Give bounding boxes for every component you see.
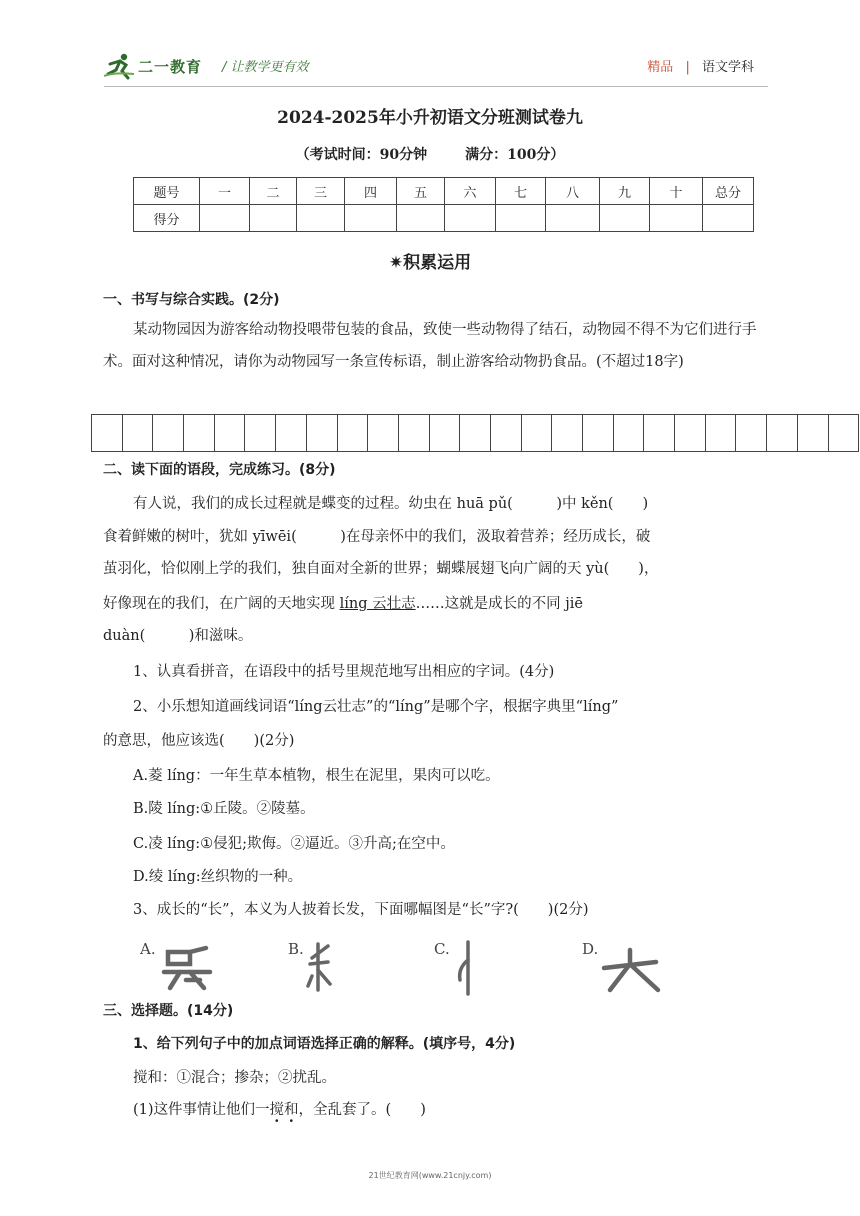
sentence-text: ，全乱套了。( ) <box>298 1102 426 1118</box>
table-cell: 七 <box>496 178 546 205</box>
grid-cell[interactable] <box>644 414 675 452</box>
page-title: 2024-2025年小升初语文分班测试卷九 <box>277 108 583 128</box>
exam-score: 满分：100分） <box>465 147 565 163</box>
sentence-1 <box>133 1098 426 1119</box>
section-heading: ✷积累运用 <box>388 253 472 273</box>
table-cell: 总分 <box>703 178 754 205</box>
grid-cell[interactable] <box>767 414 798 452</box>
passage-line: 有人说，我们的成长过程就是蝶变的过程。幼虫在 huā pǔ( )中 kěn( ) <box>133 496 649 512</box>
table-cell: 十 <box>650 178 703 205</box>
grid-cell[interactable] <box>245 414 276 452</box>
grid-cell[interactable] <box>368 414 399 452</box>
premium-tag: 精品 <box>647 60 674 75</box>
glyph-label: B. <box>288 940 304 958</box>
sub-question-2: 2、小乐想知道画线词语“líng云壮志”的“líng”是哪个字，根据字典里“líng” <box>133 699 619 715</box>
grid-cell[interactable] <box>736 414 767 452</box>
option-a: A.菱 líng：一年生草本植物，根生在泥里，果肉可以吃。 <box>133 768 500 784</box>
grid-cell[interactable] <box>706 414 737 452</box>
option-b: B.陵 líng:①丘陵。②陵墓。 <box>133 801 315 817</box>
score-input-cell[interactable] <box>397 205 445 232</box>
page-footer: 21世纪教育网(www.21cnjy.com) <box>368 1171 492 1180</box>
score-input-cell[interactable] <box>200 205 250 232</box>
grid-cell[interactable] <box>123 414 154 452</box>
passage-line: 食着鲜嫩的树叶，犹如 yīwēi( )在母亲怀中的我们，汲取着营养；经历成长，破 <box>103 529 651 545</box>
grid-cell[interactable] <box>215 414 246 452</box>
grid-cell[interactable] <box>276 414 307 452</box>
grid-cell[interactable] <box>552 414 583 452</box>
brand-logo <box>104 50 202 82</box>
page-header <box>104 46 764 86</box>
table-cell: 六 <box>445 178 496 205</box>
ancient-glyph-d-icon <box>600 946 664 998</box>
grid-cell[interactable] <box>798 414 829 452</box>
score-input-cell[interactable] <box>703 205 754 232</box>
table-cell: 九 <box>600 178 650 205</box>
passage-text: 好像现在的我们，在广阔的天地实现 <box>103 596 340 612</box>
table-cell: 一 <box>200 178 250 205</box>
sub-question-1: 1、认真看拼音，在语段中的括号里规范地写出相应的字词。(4分) <box>133 664 555 680</box>
question-2-heading: 二、读下面的语段，完成练习。(8分) <box>103 462 336 478</box>
option-d: D.绫 líng:丝织物的一种。 <box>133 869 303 885</box>
logo-text: 二一教育 <box>138 57 203 76</box>
glyph-option-b <box>288 940 368 996</box>
definition-line: 搅和：①混合；掺杂；②扰乱。 <box>133 1070 336 1086</box>
grid-cell[interactable] <box>184 414 215 452</box>
score-value-row <box>134 205 754 232</box>
subject-tag: 语文学科 <box>701 60 754 75</box>
question-1-heading: 一、书写与综合实践。(2分) <box>103 292 280 308</box>
sentence-text: (1)这件事情让他们一 <box>133 1102 270 1118</box>
passage-line: duàn( )和滋味。 <box>103 628 253 644</box>
header-tags <box>647 56 754 75</box>
question-3-sub1-heading: 1、给下列句子中的加点词语选择正确的解释。(填序号，4分) <box>133 1036 516 1052</box>
underlined-phrase: líng 云壮志 <box>339 596 416 612</box>
glyph-option-a <box>140 940 220 996</box>
exam-info <box>0 144 860 164</box>
score-input-cell[interactable] <box>546 205 600 232</box>
grid-cell[interactable] <box>583 414 614 452</box>
score-input-cell[interactable] <box>345 205 397 232</box>
runner-icon <box>104 52 136 80</box>
score-input-cell[interactable] <box>600 205 650 232</box>
dotted-char: 搅 <box>269 1102 285 1118</box>
score-input-cell[interactable] <box>250 205 297 232</box>
grid-cell[interactable] <box>92 414 123 452</box>
header-divider <box>104 86 768 87</box>
grid-cell[interactable] <box>675 414 706 452</box>
question-1-text: 某动物园因为游客给动物投喂带包装的食品，致使一些动物得了结石，动物园不得不为它们进行手术。面对这种情况，请你为动物园写一条宣传标语，制止游客给动物扔食品。(不超过18字) <box>103 322 757 370</box>
sub-question-2-cont: 的意思，他应该选( )(2分) <box>103 733 295 749</box>
score-input-cell[interactable] <box>445 205 496 232</box>
grid-cell[interactable] <box>307 414 338 452</box>
score-input-cell[interactable] <box>650 205 703 232</box>
table-cell: 八 <box>546 178 600 205</box>
table-cell: 题号 <box>134 178 200 205</box>
grid-cell[interactable] <box>399 414 430 452</box>
grid-cell[interactable] <box>829 414 860 452</box>
score-input-cell[interactable] <box>297 205 345 232</box>
glyph-label: D. <box>582 940 599 958</box>
glyph-label: A. <box>140 940 156 958</box>
score-header-row <box>134 178 754 205</box>
question-3-heading: 三、选择题。(14分) <box>103 1003 234 1019</box>
score-input-cell[interactable] <box>496 205 546 232</box>
answer-grid[interactable] <box>91 414 859 452</box>
grid-cell[interactable] <box>491 414 522 452</box>
exam-time: （考试时间：90分钟 <box>295 147 428 163</box>
table-cell: 五 <box>397 178 445 205</box>
passage-text: ……这就是成长的不同 jiē <box>415 596 583 612</box>
passage-line: 茧羽化，恰似刚上学的我们，独自面对全新的世界；蝴蝶展翅飞向广阔的天 yù( )， <box>103 561 659 577</box>
table-cell: 得分 <box>134 205 200 232</box>
grid-cell[interactable] <box>338 414 369 452</box>
ancient-glyph-b-icon <box>304 940 344 996</box>
passage-line <box>103 592 583 613</box>
grid-cell[interactable] <box>430 414 461 452</box>
grid-cell[interactable] <box>614 414 645 452</box>
ancient-glyph-a-icon <box>160 944 220 994</box>
glyph-option-c <box>434 940 514 996</box>
table-cell: 二 <box>250 178 297 205</box>
slogan: / 让教学更有效 <box>222 60 309 75</box>
table-cell: 四 <box>345 178 397 205</box>
glyph-label: C. <box>434 940 450 958</box>
grid-cell[interactable] <box>153 414 184 452</box>
glyph-options <box>140 940 680 996</box>
dotted-char: 和 <box>284 1102 299 1118</box>
sub-question-3: 3、成长的“长”，本义为人披着长发，下面哪幅图是“长”字?( )(2分) <box>133 902 589 918</box>
header-separator: | <box>685 60 690 75</box>
table-cell: 三 <box>297 178 345 205</box>
grid-cell[interactable] <box>460 414 491 452</box>
glyph-option-d <box>582 940 662 996</box>
score-table <box>133 177 754 232</box>
grid-cell[interactable] <box>522 414 553 452</box>
ancient-glyph-c-icon <box>452 940 482 996</box>
option-c: C.凌 líng:①侵犯;欺侮。②逼近。③升高;在空中。 <box>133 836 455 852</box>
